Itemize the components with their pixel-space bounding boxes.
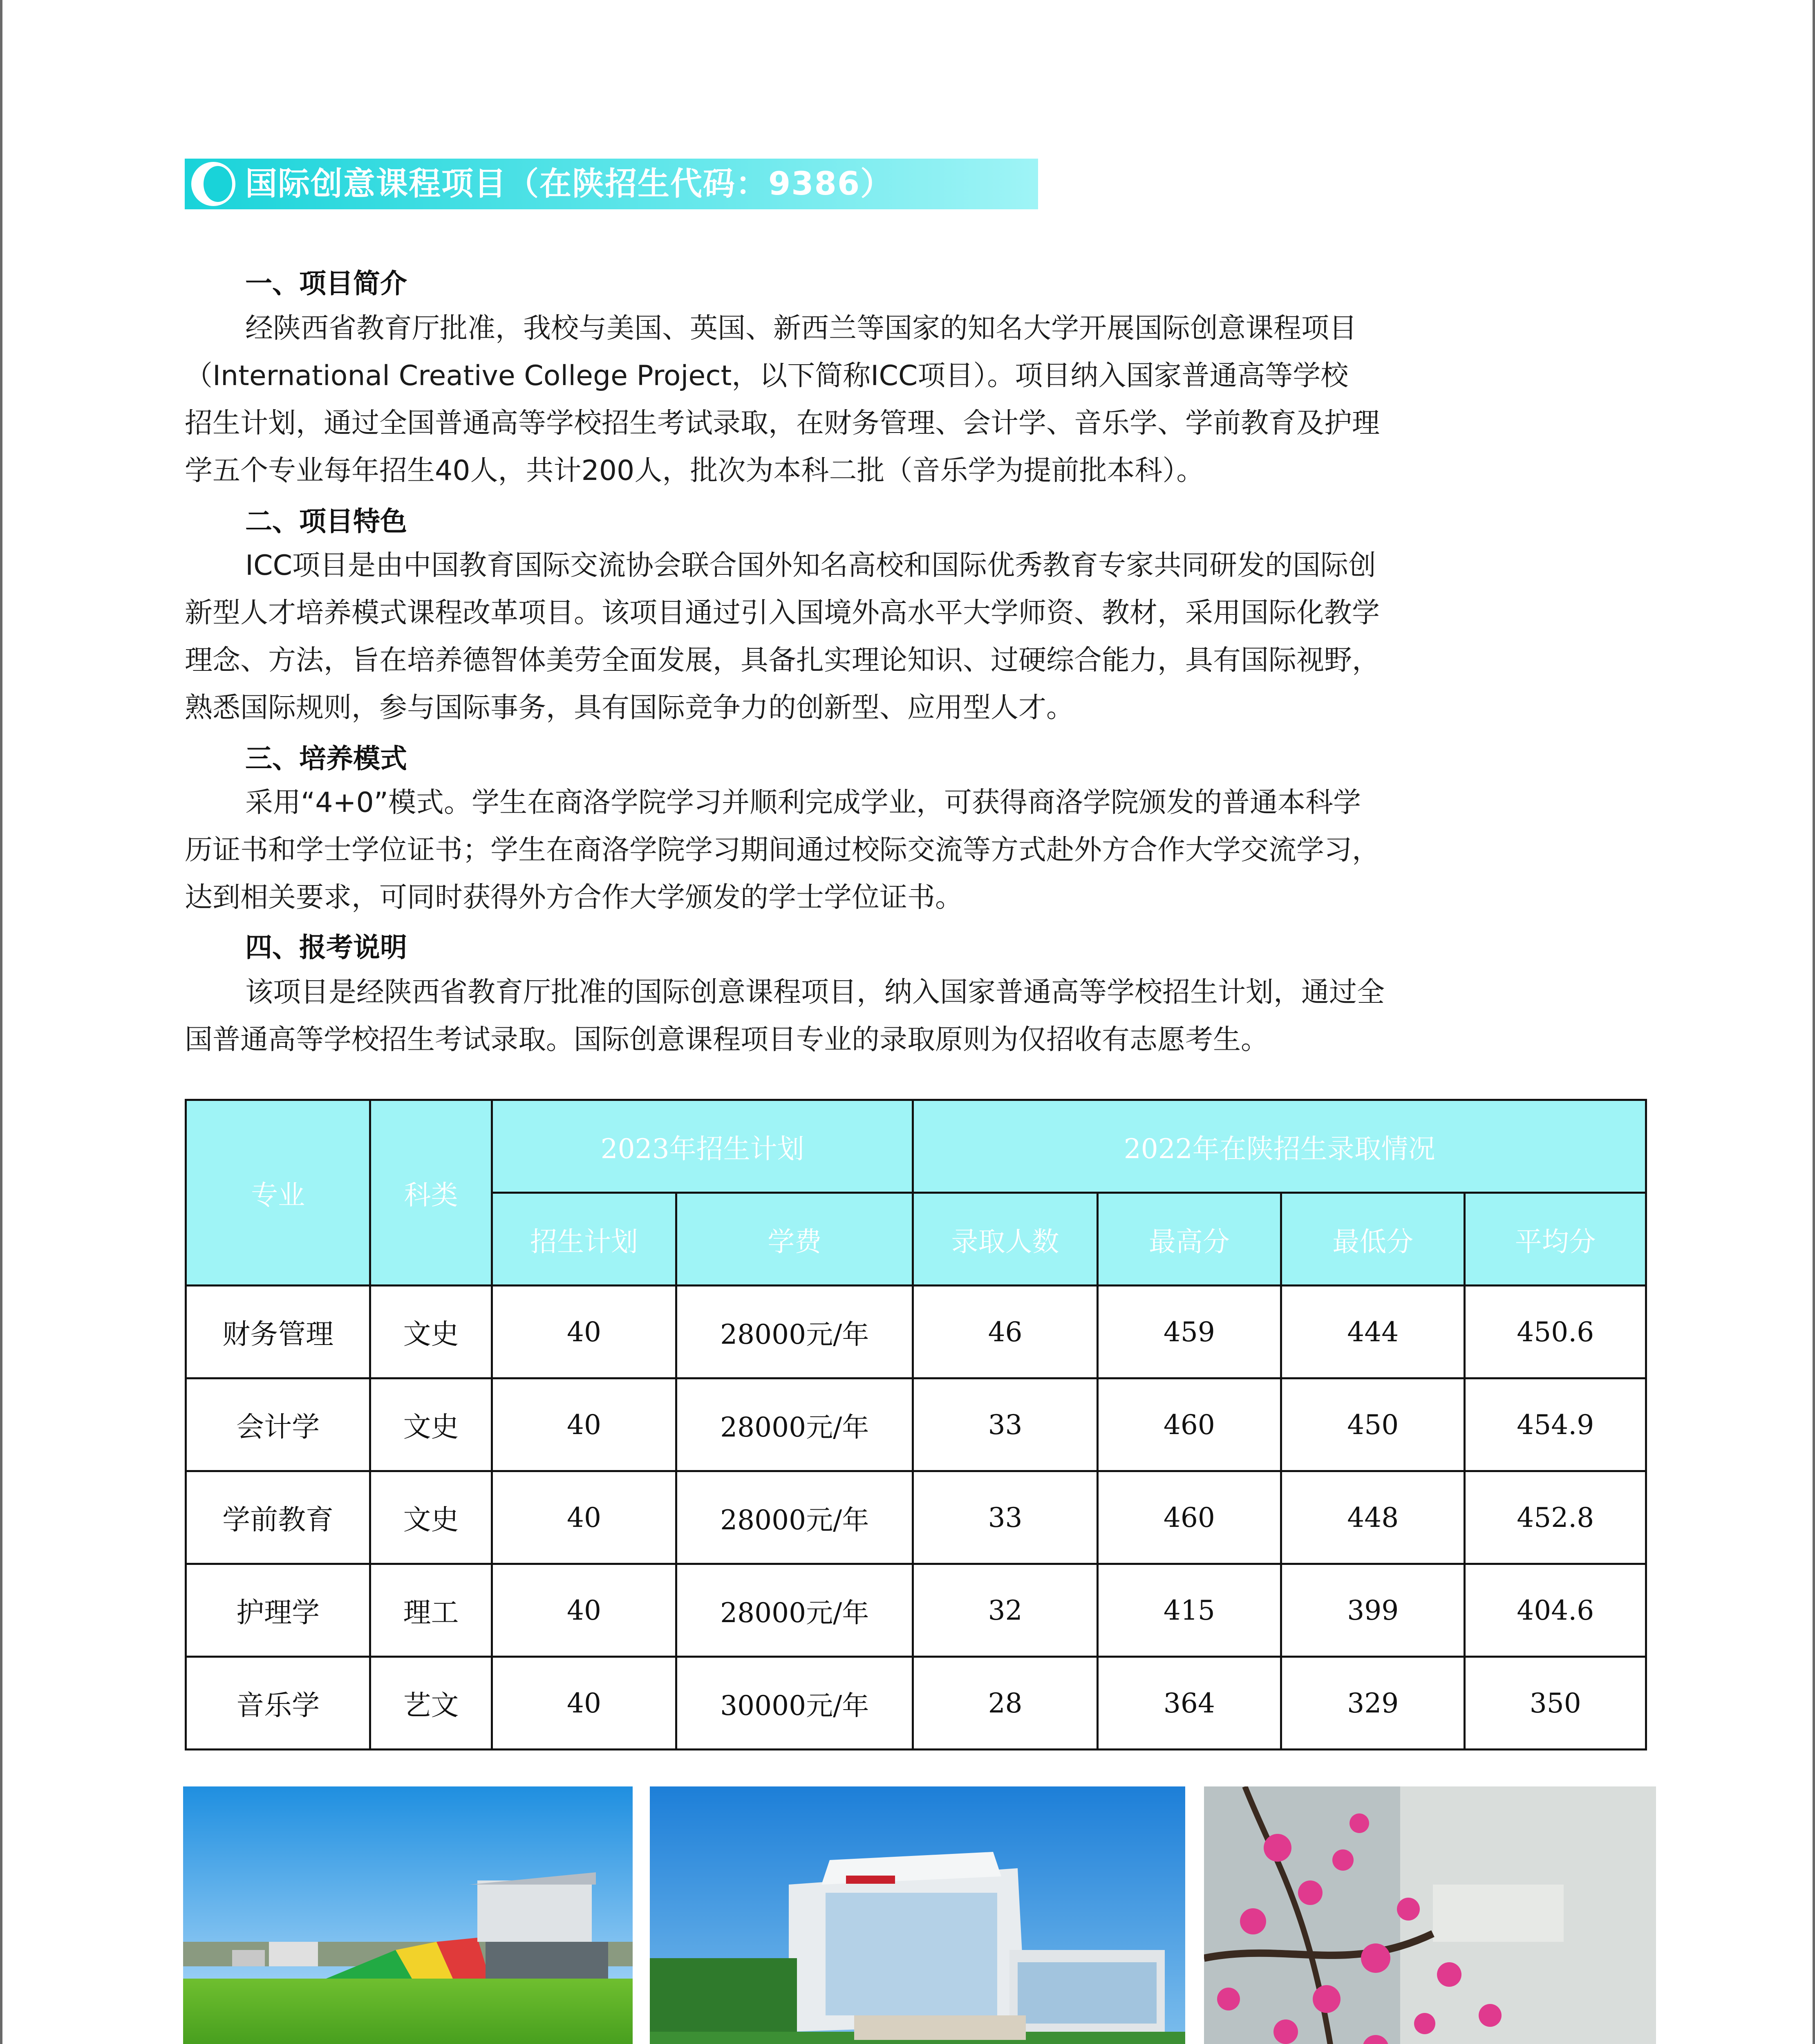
col-header-max: 最高分 (1097, 1193, 1281, 1286)
cell-plan: 40 (492, 1471, 676, 1564)
section-1-line-2: （International Creative College Project，以下简称ICC项目）。项目纳入国家普通高等学校 (185, 360, 1349, 392)
cell-plan: 40 (492, 1657, 676, 1750)
section-4-heading: 四、报考说明 (245, 932, 407, 963)
col-header-min: 最低分 (1281, 1193, 1465, 1286)
cell-fee: 28000元/年 (676, 1286, 913, 1378)
cell-fee: 28000元/年 (676, 1471, 913, 1564)
cell-min: 448 (1281, 1471, 1465, 1564)
section-4-line-2: 国普通高等学校招生考试录取。国际创意课程项目专业的录取原则为仅招收有志愿考生。 (185, 1024, 1269, 1056)
cell-plan: 40 (492, 1378, 676, 1471)
cell-min: 399 (1281, 1564, 1465, 1657)
cell-fee: 28000元/年 (676, 1564, 913, 1657)
col-header-plan: 招生计划 (492, 1193, 676, 1286)
cell-min: 450 (1281, 1378, 1465, 1471)
cell-avg: 452.8 (1465, 1471, 1646, 1564)
section-2-body (185, 542, 1648, 732)
section-2-line-1: ICC项目是由中国教育国际交流协会联合国外知名高校和国际优秀教育专家共同研发的国际创 (245, 549, 1376, 582)
plum-blossom-photo (1204, 1786, 1656, 2044)
campus-stadium-photo (183, 1786, 633, 2044)
cell-max: 460 (1097, 1471, 1281, 1564)
cell-admitted: 28 (913, 1657, 1097, 1750)
cell-max: 364 (1097, 1657, 1281, 1750)
section-1-line-3: 招生计划，通过全国普通高等学校招生考试录取，在财务管理、会计学、音乐学、学前教育及护理 (185, 407, 1380, 439)
table-row (186, 1471, 1646, 1564)
cell-category: 艺文 (370, 1657, 492, 1750)
section-2-heading: 二、项目特色 (245, 506, 407, 537)
cell-fee: 28000元/年 (676, 1378, 913, 1471)
cell-avg: 454.9 (1465, 1378, 1646, 1471)
section-3-heading: 三、培养模式 (245, 743, 407, 774)
cell-major: 财务管理 (186, 1286, 370, 1378)
section-2-line-4: 熟悉国际规则，参与国际事务，具有国际竞争力的创新型、应用型人才。 (185, 692, 1074, 724)
section-3-line-1: 采用“4+0”模式。学生在商洛学院学习并顺利完成学业，可获得商洛学院颁发的普通本科学 (245, 787, 1361, 819)
cell-plan: 40 (492, 1564, 676, 1657)
section-3-line-2: 历证书和学士学位证书；学生在商洛学院学习期间通过校际交流等方式赴外方合作大学交流学习， (185, 834, 1380, 866)
section-1-line-1: 经陕西省教育厅批准，我校与美国、英国、新西兰等国家的知名大学开展国际创意课程项目 (245, 312, 1357, 345)
cell-category: 文史 (370, 1378, 492, 1471)
col-header-fee: 学费 (676, 1193, 913, 1286)
cell-major: 音乐学 (186, 1657, 370, 1750)
cell-min: 444 (1281, 1286, 1465, 1378)
table-header-row-1 (186, 1100, 1646, 1193)
cell-min: 329 (1281, 1657, 1465, 1750)
cell-category: 文史 (370, 1286, 492, 1378)
table-row (186, 1564, 1646, 1657)
cell-max: 460 (1097, 1378, 1281, 1471)
col-header-avg: 平均分 (1465, 1193, 1646, 1286)
group-header-2022: 2022年在陕招生录取情况 (913, 1100, 1646, 1193)
section-header-title: 国际创意课程项目（在陕招生代码：9386） (245, 166, 893, 202)
table-row (186, 1657, 1646, 1750)
cell-avg: 450.6 (1465, 1286, 1646, 1378)
cell-category: 文史 (370, 1471, 492, 1564)
col-header-admitted: 录取人数 (913, 1193, 1097, 1286)
table-row (186, 1378, 1646, 1471)
cell-major: 护理学 (186, 1564, 370, 1657)
col-header-major: 专业 (186, 1100, 370, 1286)
cell-avg: 350 (1465, 1657, 1646, 1750)
col-header-category: 科类 (370, 1100, 492, 1286)
cell-max: 415 (1097, 1564, 1281, 1657)
section-2-line-2: 新型人才培养模式课程改革项目。该项目通过引入国境外高水平大学师资、教材，采用国际化教学 (185, 597, 1380, 629)
cell-admitted: 33 (913, 1378, 1097, 1471)
section-3-line-3: 达到相关要求，可同时获得外方合作大学颁发的学士学位证书。 (185, 881, 963, 914)
cell-major: 会计学 (186, 1378, 370, 1471)
cell-max: 459 (1097, 1286, 1281, 1378)
table-row (186, 1286, 1646, 1378)
header-bullet-icon (191, 162, 235, 206)
cell-admitted: 33 (913, 1471, 1097, 1564)
section-2-line-3: 理念、方法，旨在培养德智体美劳全面发展，具备扎实理论知识、过硬综合能力，具有国际视野， (185, 644, 1380, 677)
section-1-line-4: 学五个专业每年招生40人，共计200人，批次为本科二批（音乐学为提前批本科）。 (185, 455, 1204, 487)
cell-admitted: 32 (913, 1564, 1097, 1657)
section-1-heading: 一、项目简介 (245, 268, 407, 299)
section-1-body (185, 305, 1648, 495)
section-3-body (185, 779, 1648, 921)
campus-main-building-photo (650, 1786, 1185, 2044)
cell-major: 学前教育 (186, 1471, 370, 1564)
cell-category: 理工 (370, 1564, 492, 1657)
cell-fee: 30000元/年 (676, 1657, 913, 1750)
page-edge-left (0, 0, 2, 2044)
cell-avg: 404.6 (1465, 1564, 1646, 1657)
section-4-body (185, 969, 1648, 1064)
section-4-line-1: 该项目是经陕西省教育厅批准的国际创意课程项目，纳入国家普通高等学校招生计划，通过全 (245, 976, 1385, 1009)
enrollment-table (185, 1099, 1647, 1750)
group-header-2023: 2023年招生计划 (492, 1100, 913, 1193)
cell-plan: 40 (492, 1286, 676, 1378)
page-edge-right (1813, 0, 1815, 2044)
cell-admitted: 46 (913, 1286, 1097, 1378)
